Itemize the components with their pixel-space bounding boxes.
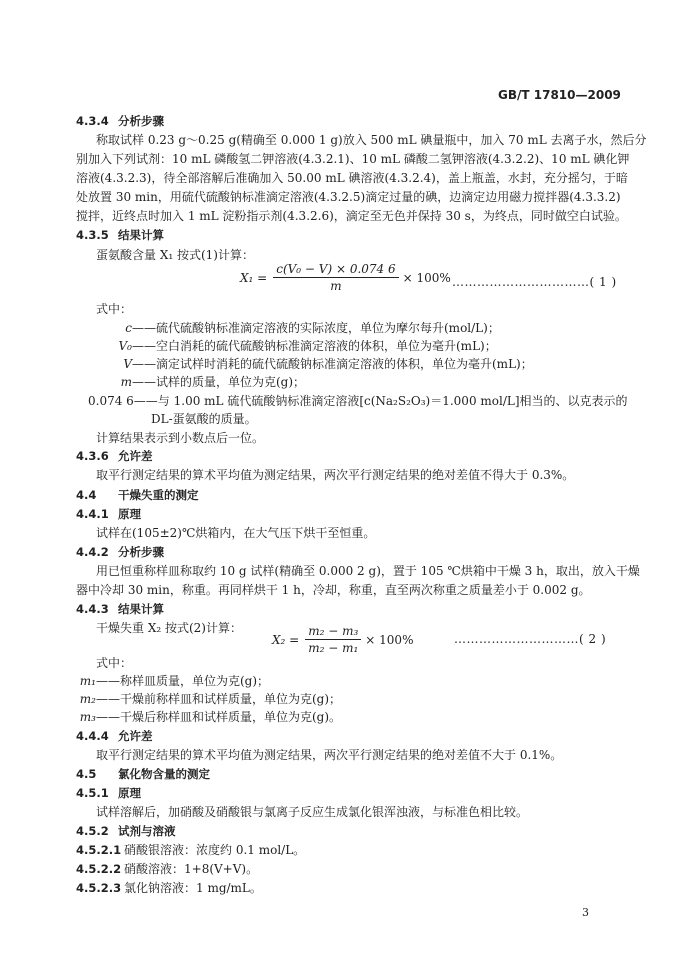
formula-intro: 干燥失重 X₂ 按式(2)计算： [96, 621, 242, 635]
section-heading-4-4-2: 4.4.2 分析步骤 [76, 545, 164, 559]
paragraph-line: 试样溶解后，加硝酸及硝酸银与氯离子反应生成氯化银浑浊液，与标准色相比较。 [96, 805, 529, 819]
paragraph-line: 称取试样 0.23 g～0.25 g(精确至 0.000 1 g)放入 500 mL 碘量瓶中，加入 70 mL 去离子水，然后分 [96, 133, 647, 147]
definition-item: c——硫代硫酸钠标准滴定溶液的实际浓度，单位为摩尔每升(mol/L)； [125, 321, 500, 335]
paragraph-line: 器中冷却 30 min，称重。再同样烘干 1 h，冷却，称重，直至两次称重之质量差小于 0.002 g。 [76, 583, 591, 597]
definition-item: V——滴定试样时消耗的硫代硫酸钠标准滴定溶液的体积，单位为毫升(mL)； [123, 357, 533, 371]
formula-1: X₁ = $\frac{\text{c(V₀ − V) × 0.074 6}}{m}$ × 100% [240, 262, 451, 293]
section-heading-4-3-5: 4.3.5 结果计算 [76, 228, 164, 242]
formula-2: X₂ = $\frac{\text{m₂ − m₃}}{\text{m₂ − m₁}}$ × 100% [272, 624, 414, 655]
section-heading-4-4-3: 4.4.3 结果计算 [76, 602, 164, 616]
section-heading-4-3-4: 4.3.4 分析步骤 [76, 114, 164, 128]
paragraph-line: 取平行测定结果的算术平均值为测定结果，两次平行测定结果的绝对差值不得大于 0.3%。 [96, 468, 575, 482]
section-heading-4-4: 4.4 干燥失重的测定 [76, 488, 199, 502]
standard-code: GB/T 17810—2009 [498, 88, 621, 102]
equation-number-2: …………………………( 2 ) [454, 632, 607, 646]
paragraph-line: 用已恒重称样皿称取约 10 g 试样(精确至 0.000 2 g)，置于 105 ℃烘箱中干燥 3 h，取出，放入干燥 [96, 564, 640, 578]
where-label: 式中： [96, 656, 133, 670]
definition-item: m₁——称样皿质量，单位为克(g)； [79, 674, 270, 688]
section-heading-4-4-1: 4.4.1 原理 [76, 507, 141, 521]
reagent-item: 4.5.2.3 氯化钠溶液：1 mg/mL。 [76, 881, 262, 895]
definition-item: m——试样的质量，单位为克(g)； [120, 375, 306, 389]
formula-intro: 蛋氨酸含量 X₁ 按式(1)计算： [96, 248, 254, 262]
reagent-item: 4.5.2.2 硝酸溶液：1+8(V+V)。 [76, 862, 259, 876]
calculation-note: 计算结果表示到小数点后一位。 [96, 431, 265, 445]
page-number: 3 [582, 906, 589, 919]
paragraph-line: 取平行测定结果的算术平均值为测定结果，两次平行测定结果的绝对差值不大于 0.1%。 [96, 748, 563, 762]
reagent-item: 4.5.2.1 硝酸银溶液：浓度约 0.1 mol/L。 [76, 843, 306, 857]
constant-definition: 0.074 6——与 1.00 mL 硫代硫酸钠标准滴定溶液[c(Na₂S₂O₃)＝1.000 mol/L]相当的、以克表示的 [88, 394, 628, 408]
paragraph-line: 搅拌，近终点时加入 1 mL 淀粉指示剂(4.3.2.6)，滴定至无色并保持 30 s，为终点，同时做空白试验。 [76, 209, 627, 223]
definition-item: V₀——空白消耗的硫代硫酸钠标准滴定溶液的体积，单位为毫升(mL)； [118, 339, 497, 353]
paragraph-line: 溶液(4.3.2.3)，待全部溶解后准确加入 50.00 mL 碘溶液(4.3.2.4)，盖上瓶盖，水封，充分摇匀，于暗 [76, 171, 628, 185]
section-heading-4-3-6: 4.3.6 允许差 [76, 449, 153, 463]
definition-item: m₃——干燥后称样皿和试样质量，单位为克(g)。 [79, 710, 342, 724]
paragraph-line: 别加入下列试剂：10 mL 磷酸氢二钾溶液(4.3.2.1)、10 mL 磷酸二氢钾溶液(4.3.2.2)、10 mL 碘化钾 [76, 152, 630, 166]
section-heading-4-5-2: 4.5.2 试剂与溶液 [76, 824, 176, 838]
section-heading-4-4-4: 4.4.4 允许差 [76, 729, 153, 743]
section-heading-4-5: 4.5 氯化物含量的测定 [76, 767, 210, 781]
equation-number-1: ……………………………( 1 ) [452, 275, 617, 289]
where-label: 式中： [96, 302, 133, 316]
paragraph-line: 处放置 30 min，用硫代硫酸钠标准滴定溶液(4.3.2.5)滴定过量的碘，边滴定边用磁力搅拌器(4.3.3.2) [76, 190, 621, 204]
definition-item: m₂——干燥前称样皿和试样质量，单位为克(g)； [79, 692, 342, 706]
constant-definition-cont: DL-蛋氨酸的质量。 [151, 412, 257, 426]
paragraph-line: 试样在(105±2)℃烘箱内，在大气压下烘干至恒重。 [96, 526, 376, 540]
section-heading-4-5-1: 4.5.1 原理 [76, 786, 141, 800]
